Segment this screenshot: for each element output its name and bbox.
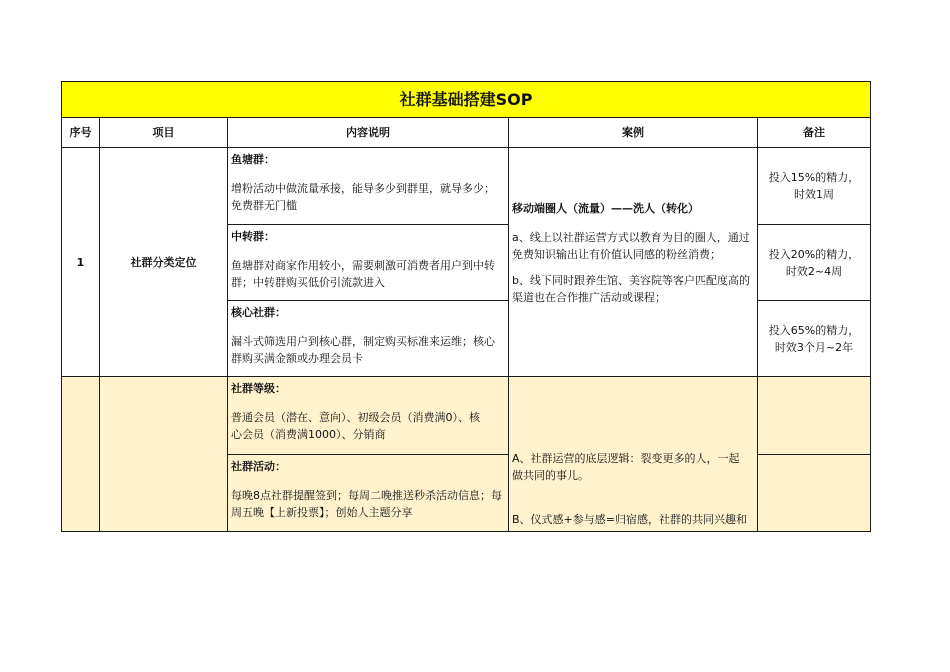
content-group-transit bbox=[227, 224, 509, 301]
content-group-fishpond bbox=[227, 147, 509, 225]
content-group-levels bbox=[227, 376, 509, 455]
content-group-activities bbox=[227, 454, 509, 532]
case-line: B、仪式感+参与感=归宿感，社群的共同兴趣和 bbox=[512, 513, 747, 526]
content-heading: 鱼塘群： bbox=[231, 153, 275, 166]
case-line: A、社群运营的底层逻辑：裂变更多的人，一起 bbox=[512, 452, 740, 465]
content-line: 周五晚【上新投票】；创始人主题分享 bbox=[231, 506, 413, 519]
remark-fishpond bbox=[757, 147, 871, 225]
sheet-title: 社群基础搭建SOP bbox=[61, 81, 871, 118]
remark-levels bbox=[757, 376, 871, 455]
case-line: b、线下同时跟养生馆、美容院等客户匹配度高的 bbox=[512, 274, 750, 287]
row1-case bbox=[508, 147, 758, 377]
content-line: 漏斗式筛选用户到核心群，制定购买标准来运维；核心 bbox=[231, 335, 495, 348]
remark-core bbox=[757, 300, 871, 377]
content-heading: 中转群： bbox=[231, 230, 275, 243]
content-line: 鱼塘群对商家作用较小，需要刺激可消费者用户到中转 bbox=[231, 259, 495, 272]
header-content: 内容说明 bbox=[227, 117, 509, 148]
content-heading: 社群等级： bbox=[231, 382, 286, 395]
row1-no: 1 bbox=[61, 147, 100, 377]
header-case: 案例 bbox=[508, 117, 758, 148]
content-line: 每晚8点社群提醒签到；每周二晚推送秒杀活动信息；每 bbox=[231, 489, 502, 502]
remark-activities bbox=[757, 454, 871, 532]
header-remark: 备注 bbox=[757, 117, 871, 148]
content-heading: 社群活动： bbox=[231, 460, 286, 473]
content-heading: 核心社群： bbox=[231, 306, 286, 319]
remark-line: 时效2~4周 bbox=[785, 264, 843, 278]
header-item: 项目 bbox=[99, 117, 228, 148]
remark-line: 投入65%的精力， bbox=[768, 323, 860, 337]
header-no: 序号 bbox=[61, 117, 100, 148]
content-group-core bbox=[227, 300, 509, 377]
remark-line: 时效1周 bbox=[794, 188, 834, 201]
case-line: 免费知识输出让有价值认同感的粉丝消费； bbox=[512, 248, 721, 261]
content-line: 群；中转群购买低价引流款进入 bbox=[231, 276, 385, 289]
remark-line: 时效3个月~2年 bbox=[774, 340, 854, 354]
row2-case bbox=[508, 376, 758, 532]
case-line: 做共同的事儿。 bbox=[512, 469, 589, 482]
case-line: 渠道也在合作推广活动或课程； bbox=[512, 291, 666, 304]
row2-item bbox=[99, 376, 228, 532]
row1-item: 社群分类定位 bbox=[99, 147, 228, 377]
case-line: a、线上以社群运营方式以教育为目的圈人，通过 bbox=[512, 231, 750, 244]
content-line: 群购买满金额或办理会员卡 bbox=[231, 352, 363, 365]
content-line: 免费群无门槛 bbox=[231, 199, 297, 212]
content-line: 普通会员（潜在、意向）、初级会员（消费满0）、核 bbox=[231, 411, 480, 424]
content-line: 增粉活动中做流量承接，能导多少到群里，就导多少； bbox=[231, 182, 495, 195]
remark-transit bbox=[757, 224, 871, 301]
remark-line: 投入15%的精力， bbox=[768, 171, 860, 184]
content-line: 心会员（消费满1000）、分销商 bbox=[231, 428, 386, 441]
remark-line: 投入20%的精力， bbox=[768, 247, 860, 261]
row2-no bbox=[61, 376, 100, 532]
case-heading: 移动端圈人（流量）——洗人（转化） bbox=[512, 202, 699, 215]
